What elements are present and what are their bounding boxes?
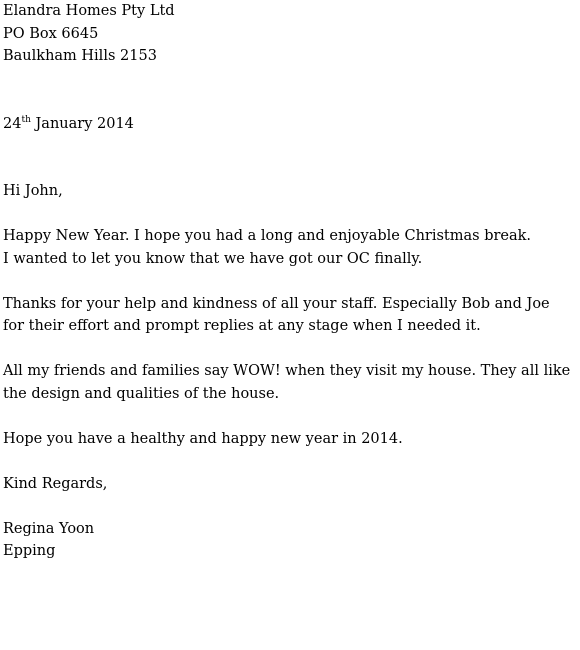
signature-name: Regina Yoon — [3, 520, 95, 537]
recipient-company: Elandra Homes Pty Ltd — [3, 3, 175, 19]
signature — [3, 518, 577, 563]
salutation-text: Hi John, — [3, 183, 63, 199]
closing — [3, 473, 577, 496]
spacer — [3, 158, 577, 181]
closing-text: Kind Regards, — [3, 475, 108, 492]
paragraph-3 — [3, 360, 577, 405]
paragraph-2-line-1: Thanks for your help and kindness of all your staff. Especially Bob and Joe — [3, 295, 550, 312]
paragraph-1-line-2: I wanted to let you know that we have got our OC finally. — [3, 250, 423, 267]
paragraph-2 — [3, 293, 577, 338]
paragraph-3-line-2: the design and qualities of the house. — [3, 385, 280, 402]
paragraph-4-line-1: Hope you have a healthy and happy new year in 2014. — [3, 430, 403, 447]
recipient-address-line1: PO Box 6645 — [3, 25, 99, 42]
letter — [3, 0, 577, 585]
paragraph-4 — [3, 428, 577, 451]
paragraph-3-line-1: All my friends and families say WOW! when they visit my house. They all like — [3, 363, 571, 379]
paragraph-1 — [3, 225, 577, 270]
date-line — [3, 113, 577, 136]
recipient-address — [3, 0, 577, 68]
date-day: 24 — [3, 115, 22, 132]
recipient-address-line2: Baulkham Hills 2153 — [3, 48, 157, 64]
paragraph-1-line-1: Happy New Year. I hope you had a long and enjoyable Christmas break. — [3, 228, 532, 244]
paragraph-2-line-2: for their effort and prompt replies at any stage when I needed it. — [3, 318, 481, 334]
salutation — [3, 180, 577, 203]
letter-date — [3, 113, 577, 136]
date-suffix: th — [21, 114, 31, 125]
signature-suburb: Epping — [3, 543, 56, 559]
spacer — [3, 90, 577, 113]
date-month-year: January 2014 — [30, 115, 134, 132]
